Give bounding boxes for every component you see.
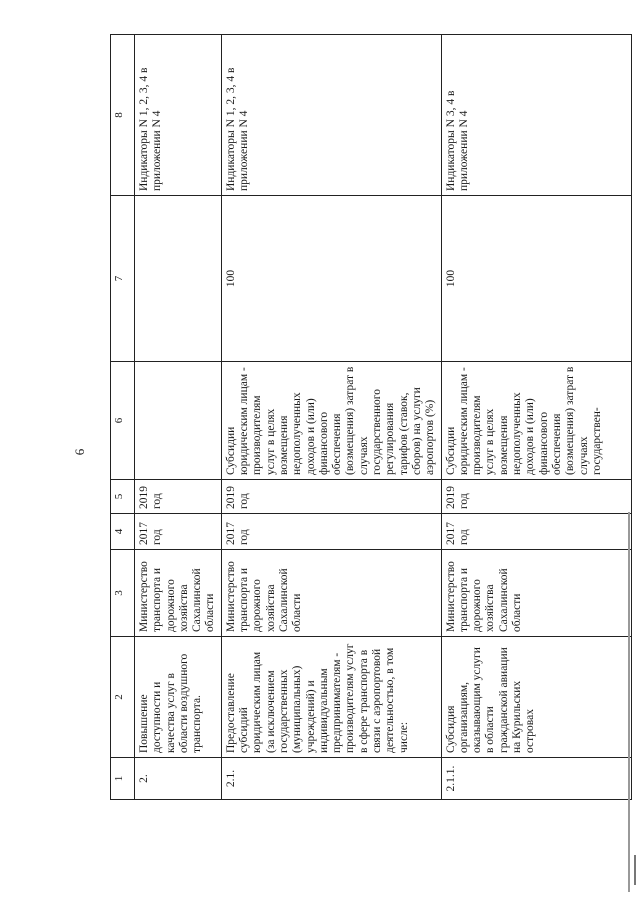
header-col-2: 2 [111, 637, 135, 758]
row-indicators: Индикаторы N 1, 2, 3, 4 в приложении N 4 [135, 35, 222, 196]
table-row [221, 35, 441, 800]
rotated-table-region [110, 35, 618, 800]
program-table [110, 34, 632, 800]
row-number: 2.1.1. [441, 758, 631, 800]
row-number: 2. [135, 758, 222, 800]
row-measure: Субсидии юридическим лицам - производителям услуг в целях возмещения недополученных доходов и (или) финансового обеспечения (возмещения) затрат в случаях государственного регулирования тарифов (ставок, сборов) на услуги аэропортов (%) [221, 362, 441, 480]
row-value: 100 [221, 196, 441, 362]
row-start: 2017 год [221, 514, 441, 550]
row-executor: Министерство транспорта и дорожного хозяйства Сахалинской области [441, 550, 631, 637]
row-measure [135, 362, 222, 480]
row-executor: Министерство транспорта и дорожного хозяйства Сахалинской области [221, 550, 441, 637]
row-end: 2019 год [135, 480, 222, 514]
header-col-7: 7 [111, 196, 135, 362]
row-name: Предоставление субсидий юридическим лицам (за исключением государственных (муниципальных) учреждений) и индивидуальным предпринимателям - производителям услуг в сфере транспорта в связи с аэропортовой деятельностью, в том числе: [221, 637, 441, 758]
scan-artifact [634, 855, 636, 885]
header-col-6: 6 [111, 362, 135, 480]
header-col-4: 4 [111, 514, 135, 550]
row-indicators: Индикаторы N 1, 2, 3, 4 в приложении N 4 [221, 35, 441, 196]
row-value [135, 196, 222, 362]
header-row [111, 35, 135, 800]
table-row [135, 35, 222, 800]
row-end: 2019 год [441, 480, 631, 514]
table-row [441, 35, 631, 800]
row-start: 2017 год [441, 514, 631, 550]
row-name: Повышение доступности и качества услуг в области воздушного транспорта. [135, 637, 222, 758]
row-name: Субсидия организациям, оказывающим услуги в области гражданской авиации на Курильских островах [441, 637, 631, 758]
header-col-1: 1 [111, 758, 135, 800]
row-end: 2019 год [221, 480, 441, 514]
page-number: 6 [72, 448, 87, 456]
row-executor: Министерство транспорта и дорожного хозяйства Сахалинской области [135, 550, 222, 637]
row-indicators: Индикаторы N 3, 4 в приложении N 4 [441, 35, 631, 196]
scan-artifact [628, 512, 630, 892]
row-measure: Субсидии юридическим лицам - производителям услуг в целях возмещения недополученных доходов и (или) финансового обеспечения (возмещения) затрат в случаях государствен- [441, 362, 631, 480]
row-number: 2.1. [221, 758, 441, 800]
header-col-5: 5 [111, 480, 135, 514]
header-col-3: 3 [111, 550, 135, 637]
row-value: 100 [441, 196, 631, 362]
header-col-8: 8 [111, 35, 135, 196]
row-start: 2017 год [135, 514, 222, 550]
